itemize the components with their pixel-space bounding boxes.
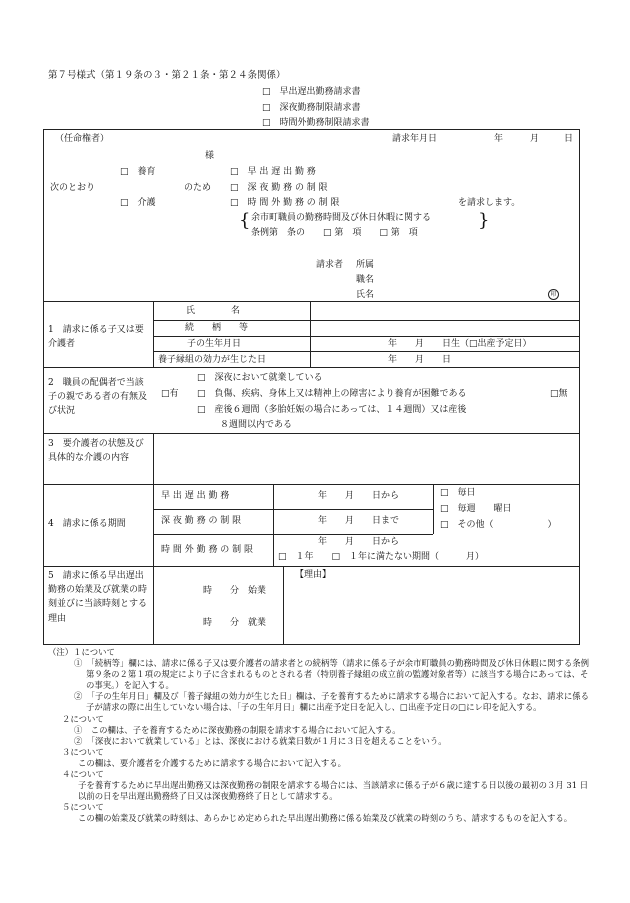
s4-night-limit-label: 深 夜 勤 務 の 制 限 <box>161 516 242 526</box>
s5-reason-label: 【理由】 <box>295 570 332 580</box>
s4-from-date-2[interactable]: 年 月 日から <box>318 537 400 547</box>
note-4-body: 子を養育するために早出遅出勤務又は深夜勤務の制限を請求する場合には、当該請求に係る子が６歳に達する日以後の最初の３月 31 日以前の日を早出遅出勤務終了日又は深夜勤務終了日として請求する。 <box>78 780 589 802</box>
s1-relation-label: 続 柄 等 <box>185 323 249 333</box>
form-title: 第７号様式（第１９条の３・第２１条・第２４条関係） <box>48 70 286 81</box>
spouse-status-postpartum[interactable]: □ 産後６週間（多胎妊娠の場合にあっては、１４週間）又は産後 <box>197 405 467 415</box>
name-label: 氏名 <box>356 290 375 300</box>
intro-text: 次のとおり <box>50 183 96 193</box>
ordinance-line-1: 余市町職員の勤務時間及び休日休暇に関する <box>251 213 432 223</box>
s4-early-late-label: 早 出 遅 出 勤 務 <box>161 491 230 501</box>
position-label: 職名 <box>356 275 375 285</box>
section3-label: 3 要介護者の状態及び具体的な介護の内容 <box>48 439 144 463</box>
date-day-unit: 日 <box>564 134 574 144</box>
no-tame-text: のため <box>184 183 212 193</box>
note-5-heading: ５について <box>62 802 104 813</box>
section2-label: 2 職員の配偶者で当該子の親である者の有無及び状況 <box>48 378 148 416</box>
requester-label: 請求者 <box>316 260 344 270</box>
note-1-item-2: ② 「子の生年月日」欄及び「養子縁組の効力が生じた日」欄は、子を養育するために請求する場合において記入する。なお、請求に係る子が請求の際に出生していない場合は、「子の生年月日」欄に出産予定日を記入し、□出産予定日の□にレ印を記入する。 <box>74 691 590 713</box>
s4-overtime-limit-label: 時 間 外 勤 務 の 制 限 <box>161 545 254 555</box>
work-night-limit-checkbox[interactable]: □ 深 夜 勤 務 の 制 限 <box>230 183 328 193</box>
note-5-body: この欄の始業及び就業の時刻は、あらかじめ定められた早出遅出勤務に係る始業及び就業の時刻のうち、請求するものを記入する。 <box>78 813 573 824</box>
ordinance-line-2: 条例第 条の □ 第 項 □ 第 項 <box>251 228 418 238</box>
s4-until-date[interactable]: 年 月 日まで <box>318 516 400 526</box>
sama-label: 様 <box>205 151 215 161</box>
left-brace: { <box>239 210 251 231</box>
request-type-early-late[interactable]: □ 早出遅出勤務請求書 <box>262 87 361 97</box>
authority-label: （任命権者） <box>55 134 110 144</box>
s1-birthdate-label: 子の生年月日 <box>187 339 242 349</box>
spouse-yes-checkbox[interactable]: □有 <box>161 389 179 399</box>
freq-other-checkbox[interactable]: □ その他（ ） <box>440 520 557 530</box>
spouse-status-night[interactable]: □ 深夜において就業している <box>197 373 323 383</box>
s1-adoption-date-label: 養子縁組の効力が生じた日 <box>158 355 267 365</box>
request-end-text: を請求します。 <box>458 198 521 208</box>
s1-birthdate-value[interactable]: 年 月 日生（□出産予定日） <box>388 339 532 349</box>
purpose-caregiving-checkbox[interactable]: □ 介護 <box>120 198 156 208</box>
work-overtime-limit-checkbox[interactable]: □ 時 間 外 勤 務 の 制 限 <box>230 198 340 208</box>
notes-section <box>48 647 596 825</box>
note-2-item-1: ① この欄は、子を養育するために深夜勤務の制限を請求する場合において記入する。 <box>74 724 401 735</box>
work-early-late-checkbox[interactable]: □ 早 出 遅 出 勤 務 <box>230 167 316 177</box>
s1-name-label: 氏 名 <box>186 306 241 316</box>
dept-label: 所属 <box>356 260 375 270</box>
note-2-heading: ２について <box>62 713 104 724</box>
spouse-status-postpartum-cont: ８週間以内である <box>220 420 293 430</box>
note-3-body: この欄は、要介護者を介護するために請求する場合において記入する。 <box>78 757 346 768</box>
request-date-label: 請求年月日 <box>392 134 438 144</box>
section5-label: 5 請求に係る早出遅出勤務の始業及び就業の時刻並びに当該時刻とする理由 <box>48 571 148 624</box>
s1-adoption-date-value[interactable]: 年 月 日 <box>388 355 452 365</box>
s5-start-time[interactable]: 時 分 始業 <box>203 586 267 596</box>
freq-daily-checkbox[interactable]: □ 毎日 <box>440 488 476 498</box>
section1-label: 1 請求に係る子又は要介護者 <box>48 325 144 349</box>
date-month-unit: 月 <box>530 134 540 144</box>
request-type-overtime[interactable]: □ 時間外勤務制限請求書 <box>262 118 370 128</box>
purpose-childcare-checkbox[interactable]: □ 養育 <box>120 167 156 177</box>
section4-label: 4 請求に係る期間 <box>48 519 126 529</box>
date-year-unit: 年 <box>494 134 504 144</box>
s4-period-options[interactable]: □ １年 □ １年に満たない期間（ 月） <box>278 552 485 562</box>
spouse-status-illness[interactable]: □ 負傷、疾病、身体上又は精神上の障害により養育が困難である <box>197 389 467 399</box>
note-3-heading: ３について <box>62 746 104 757</box>
s5-end-time[interactable]: 時 分 就業 <box>203 618 267 628</box>
s4-from-date-1[interactable]: 年 月 日から <box>318 491 400 501</box>
request-type-night[interactable]: □ 深夜勤務制限請求書 <box>262 103 361 113</box>
note-1-heading: （注）１について <box>48 647 115 657</box>
freq-weekly-checkbox[interactable]: □ 毎週 曜日 <box>440 504 512 514</box>
note-2-item-2: ② 「深夜において就業している」とは、深夜における就業日数が１月に３日を超えることをいう。 <box>74 735 447 746</box>
right-brace: } <box>478 210 490 231</box>
note-4-heading: ４について <box>62 769 104 780</box>
note-1-item-1: ① 「続柄等」欄には、請求に係る子又は要介護者の請求者との続柄等（請求に係る子が余市町職員の勤務時間及び休日休暇に関する条例第９条の２第１項の規定により子に含まれるものとされる者（特別養子縁組の成立前の監護対象者等）に該当する場合にあっては、その事実。）を記入する。 <box>74 658 590 691</box>
spouse-no-checkbox[interactable]: □無 <box>550 389 568 399</box>
seal-mark: 印 <box>548 289 559 300</box>
